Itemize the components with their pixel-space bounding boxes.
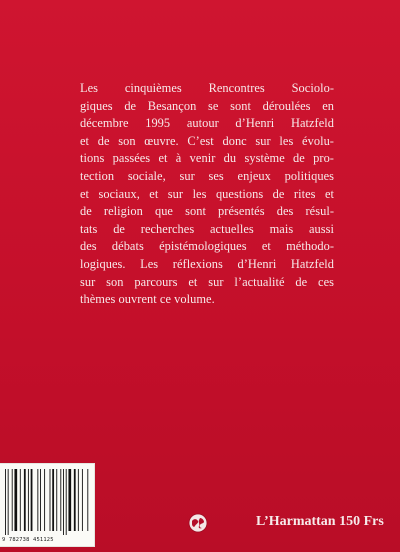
barcode-bar <box>52 469 54 531</box>
barcode-bar <box>8 469 9 535</box>
barcode-bar <box>63 469 64 535</box>
blurb-line: sur son parcours et sur l’actualité de ces <box>80 274 334 289</box>
blurb-line: et sociaux, et sur les questions de rites et <box>80 186 334 201</box>
barcode-bar <box>24 469 26 531</box>
barcode-bar <box>40 469 41 531</box>
blurb-line: thèmes ouvrent ce volume. <box>80 292 215 307</box>
barcode-bars <box>4 469 90 535</box>
barcode-bar <box>78 469 79 531</box>
barcode-number: 9 782738 451125 <box>2 537 54 543</box>
barcode-bar <box>12 469 13 531</box>
blurb-line: de religion que sont présentés des résul- <box>80 204 334 219</box>
barcode-bar <box>5 469 6 535</box>
barcode-bar <box>28 469 29 531</box>
isbn-barcode <box>0 464 94 546</box>
barcode-bar <box>14 469 17 531</box>
barcode-bar <box>68 469 71 531</box>
barcode-bar <box>87 469 88 531</box>
barcode-bar <box>44 469 45 531</box>
blurb-line: logiques. Les réflexions d’Henri Hatzfeld <box>80 256 334 271</box>
barcode-bar <box>31 469 33 531</box>
barcode-bar <box>82 469 83 531</box>
blurb-line: giques de Besançon se sont déroulées en <box>80 98 334 113</box>
publisher-price: L’Harmattan 150 Frs <box>256 514 384 529</box>
blurb-line: tions passées et à venir du système de pro- <box>80 151 334 166</box>
blurb-line: et de son œuvre. C’est donc sur les évolu- <box>80 133 334 148</box>
blurb-line: des débats épistémologiques et méthodo- <box>80 239 334 254</box>
blurb-line: décembre 1995 autour d’Henri Hatzfeld <box>80 116 334 131</box>
blurb-text <box>80 80 334 309</box>
barcode-bar <box>60 469 61 531</box>
blurb-line: tats de recherches actuelles mais aussi <box>80 221 334 236</box>
barcode-bar <box>74 469 76 531</box>
blurb-line: Les cinquièmes Rencontres Sociolo- <box>80 81 334 95</box>
blurb-line: tection sociale, sur ses enjeux politiques <box>80 168 334 183</box>
harmattan-globe-logo-icon <box>188 513 208 533</box>
barcode-bar <box>20 469 21 531</box>
barcode-bar <box>37 469 38 531</box>
barcode-bar <box>56 469 57 531</box>
barcode-bar <box>50 469 51 531</box>
barcode-bar <box>66 469 67 535</box>
